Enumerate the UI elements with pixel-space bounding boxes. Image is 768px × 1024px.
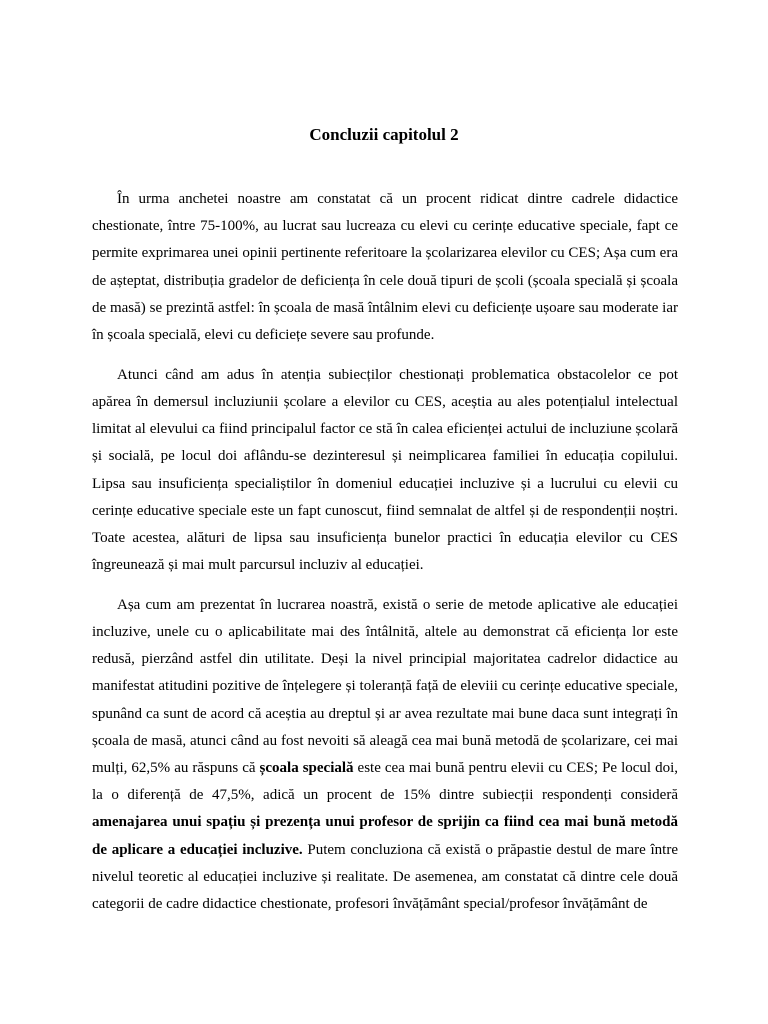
paragraph <box>92 362 678 580</box>
text-run: În urma anchetei noastre am constatat că un procent ridicat dintre cadrele didactice chestionate, între 75-100%, au lucrat sau lucreaza cu elevi cu cerințe educative speciale, fapt ce permite exprimarea unei opinii pertinente referitoare la școlarizarea elevilor cu CES; Așa cum era de așteptat, distribuția gradelor de deficiența în cele două tipuri de școli (școala specială și școala de masă) se prezintă astfel: în școala de masă întâlnim elevi cu deficiențe ușoare sau moderate iar în școala specială, elevi cu deficiețe severe sau profunde. <box>92 191 678 344</box>
page-title: Concluzii capitolul 2 <box>309 125 459 144</box>
text-run: Așa cum am prezentat în lucrarea noastră, există o serie de metode aplicative ale educației incluzive, unele cu o aplicabilitate mai des întâlnită, altele au demonstrat că eficiența lor este redusă, pierzând astfel din utilitate. Deși la nivel principial majoritatea cadrelor didactice au manifestat atitudini pozitive de înțelegere și toleranță față de eleviii cu cerințe educative speciale, spunând ca sunt de acord că aceștia au dreptul și ar avea rezultate mai bune daca sunt integrați în școala de masă, atunci când au fost nevoiti să aleagă cea mai bună metodă de școlarizare, cei mai mulți, 62,5% au răspuns că <box>92 596 678 777</box>
text-run: este cea mai bună pentru elevii cu CES; Pe locul doi, la o diferență de 47,5%, adică un procent de 15% dintre subiecții respondenți consideră <box>92 760 679 804</box>
paragraph <box>92 592 678 918</box>
document-body <box>92 186 678 931</box>
text-run: Atunci când am adus în atenția subiecților chestionați problematica obstacolelor ce pot apărea în demersul incluziunii școlare a elevilor cu CES, aceștia au ales potențialul intelectual limitat al elevului ca fiind principalul factor ce stă în calea eficienței actului de incluziune școlară și socială, pe locul doi aflându-se dezinteresul și neimplicarea familiei în educația copilului. Lipsa sau insuficiența specialiștilor în domeniul educației incluzive și a lucrului cu elevii cu cerințe educative speciale este un fapt cunoscut, fiind semnalat de altfel și de respondenții noștri. Toate acestea, alături de lipsa sau insuficiența bunelor practici în educația elevilor cu CES îngreunează și mai mult parcursul incluziv al educației. <box>92 366 678 574</box>
paragraph <box>92 186 678 349</box>
bold-text-run: școala specială <box>259 760 354 777</box>
text-run: Putem concluziona că există o prăpastie destul de mare între nivelul teoretic al educației incluzive și realitate. De asemenea, am constatat că dintre cele două categorii de cadre didactice chestionate, profesori învățământ special/profesor învățământ de <box>92 841 678 913</box>
bold-text-run: amenajarea unui spațiu și prezența unui profesor de sprijin ca fiind cea mai bună metodă de aplicare a educației incluzive. <box>92 814 678 858</box>
